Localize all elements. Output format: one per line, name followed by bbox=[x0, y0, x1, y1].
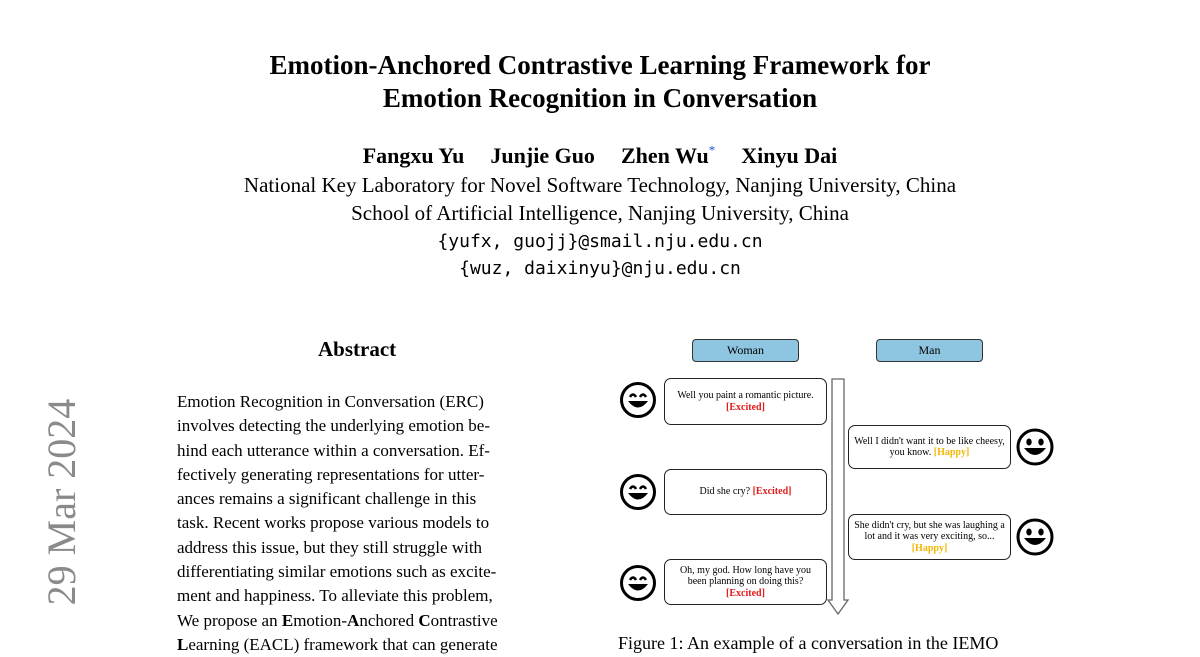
abstract-line: involves detecting the underlying emotion be- bbox=[177, 416, 491, 436]
utterance-bubble: Well I didn't want it to be like cheesy, you know. [Happy] bbox=[848, 425, 1011, 469]
paper-title-line-2: Emotion Recognition in Conversation bbox=[382, 83, 818, 113]
abstract-line: address this issue, but they still struggle with bbox=[177, 537, 483, 557]
author: Zhen Wu* bbox=[620, 143, 716, 169]
utterance-bubble: Did she cry? [Excited] bbox=[664, 469, 827, 515]
emotion-label-happy: [Happy] bbox=[911, 542, 948, 554]
affiliation: National Key Laboratory for Novel Software Technology, Nanjing University, China bbox=[243, 173, 957, 197]
utterance-bubble: Well you paint a romantic picture. [Excited] bbox=[664, 378, 827, 425]
figure-caption: Figure 1: An example of a conversation in the IEMO bbox=[618, 633, 999, 653]
arxiv-date-stamp: 29 Mar 2024 bbox=[39, 398, 84, 606]
emotion-label-excited: [Excited] bbox=[752, 486, 792, 498]
abstract-line: We propose an Emotion-Anchored Contrastive bbox=[177, 610, 498, 630]
corresponding-author-mark: * bbox=[708, 143, 716, 158]
emotion-label-happy: [Happy] bbox=[933, 447, 970, 458]
speaker-label-woman: Woman bbox=[692, 339, 799, 362]
emotion-label-excited: [Excited] bbox=[726, 587, 765, 599]
affiliation: School of Artificial Intelligence, Nanjing University, China bbox=[351, 201, 849, 225]
abstract-heading: Abstract bbox=[318, 337, 397, 361]
abstract-line: Learning (EACL) framework that can generate bbox=[177, 634, 498, 654]
timeline-arrow bbox=[827, 378, 849, 618]
abstract-line: differentiating similar emotions such as excite- bbox=[177, 562, 497, 582]
utterance-bubble: She didn't cry, but she was laughing a lot and it was very exciting, so... [Happy] bbox=[848, 514, 1011, 560]
emotion-label-excited: [Excited] bbox=[726, 401, 765, 413]
abstract-line: hind each utterance within a conversation. Ef- bbox=[177, 440, 490, 460]
abstract-line: Emotion Recognition in Conversation (ERC) bbox=[177, 392, 484, 411]
smiling-face-icon bbox=[619, 381, 657, 419]
author: Xinyu Dai bbox=[741, 143, 838, 169]
smiling-face-icon bbox=[619, 473, 657, 511]
speaker-label-man: Man bbox=[876, 339, 983, 362]
author-list bbox=[0, 143, 1200, 169]
author: Junjie Guo bbox=[490, 143, 595, 169]
conversation-figure bbox=[615, 330, 1065, 620]
grinning-face-icon bbox=[1015, 517, 1055, 557]
grinning-face-icon bbox=[1015, 427, 1055, 467]
utterance-bubble: Oh, my god. How long have you been planning on doing this? [Excited] bbox=[664, 559, 827, 605]
paper-title-line-1: Emotion-Anchored Contrastive Learning Framework for bbox=[269, 50, 931, 80]
abstract-line: task. Recent works propose various models to bbox=[177, 513, 490, 533]
email: {yufx, guojj}@smail.nju.edu.cn bbox=[437, 231, 763, 252]
abstract-line: ment and happiness. To alleviate this problem, bbox=[177, 586, 493, 606]
abstract-line: ances remains a significant challenge in this bbox=[177, 489, 477, 509]
author: Fangxu Yu bbox=[362, 143, 465, 169]
abstract-body bbox=[177, 390, 550, 657]
abstract-line: fectively generating representations for utter- bbox=[177, 464, 485, 484]
smiling-face-icon bbox=[619, 564, 657, 602]
email: {wuz, daixinyu}@nju.edu.cn bbox=[459, 258, 741, 279]
